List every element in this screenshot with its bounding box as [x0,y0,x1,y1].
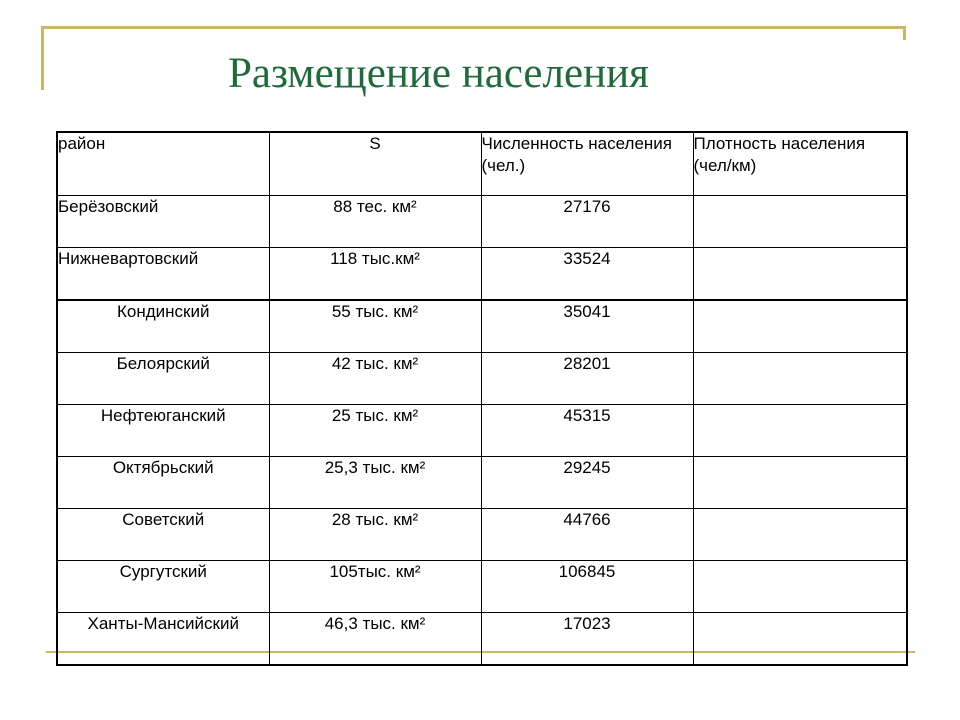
area-cell: 25 тыс. км² [269,405,481,457]
area-cell: 118 тыс.км² [269,248,481,301]
header-population: Численность населения (чел.) [481,132,693,196]
population-cell: 29245 [481,457,693,509]
header-area: S [269,132,481,196]
density-cell [693,353,907,405]
district-cell: Белоярский [57,353,269,405]
table-row [57,300,907,353]
population-cell: 33524 [481,248,693,301]
district-cell: Кондинский [57,300,269,353]
table-row [57,405,907,457]
district-cell: Сургутский [57,561,269,613]
area-cell: 105тыс. км² [269,561,481,613]
district-cell: Нефтеюганский [57,405,269,457]
population-cell: 28201 [481,353,693,405]
table-header-row [57,132,907,196]
population-cell: 17023 [481,613,693,666]
population-cell: 106845 [481,561,693,613]
table-row [57,353,907,405]
decorative-top-line [41,26,905,29]
density-cell [693,509,907,561]
population-cell: 27176 [481,196,693,248]
area-cell: 42 тыс. км² [269,353,481,405]
area-cell: 46,3 тыс. км² [269,613,481,666]
population-cell: 45315 [481,405,693,457]
header-density: Плотность населения (чел/км) [693,132,907,196]
table-row [57,457,907,509]
table-row [57,509,907,561]
table-row [57,196,907,248]
table-row [57,561,907,613]
density-cell [693,196,907,248]
table-row [57,613,907,666]
district-cell: Нижневартовский [57,248,269,301]
density-cell [693,457,907,509]
table-row [57,248,907,301]
area-cell: 28 тыс. км² [269,509,481,561]
district-cell: Ханты-Мансийский [57,613,269,666]
density-cell [693,248,907,301]
population-cell: 35041 [481,300,693,353]
area-cell: 25,3 тыс. км² [269,457,481,509]
density-cell [693,300,907,353]
density-cell [693,613,907,666]
population-table [56,131,908,666]
header-district: район [57,132,269,196]
decorative-left-line [41,26,44,90]
district-cell: Советский [57,509,269,561]
area-cell: 88 тес. км² [269,196,481,248]
district-cell: Октябрьский [57,457,269,509]
slide-title: Размещение населения [228,50,649,97]
district-cell: Берёзовский [57,196,269,248]
density-cell [693,405,907,457]
area-cell: 55 тыс. км² [269,300,481,353]
population-cell: 44766 [481,509,693,561]
density-cell [693,561,907,613]
decorative-right-tick [903,26,906,40]
